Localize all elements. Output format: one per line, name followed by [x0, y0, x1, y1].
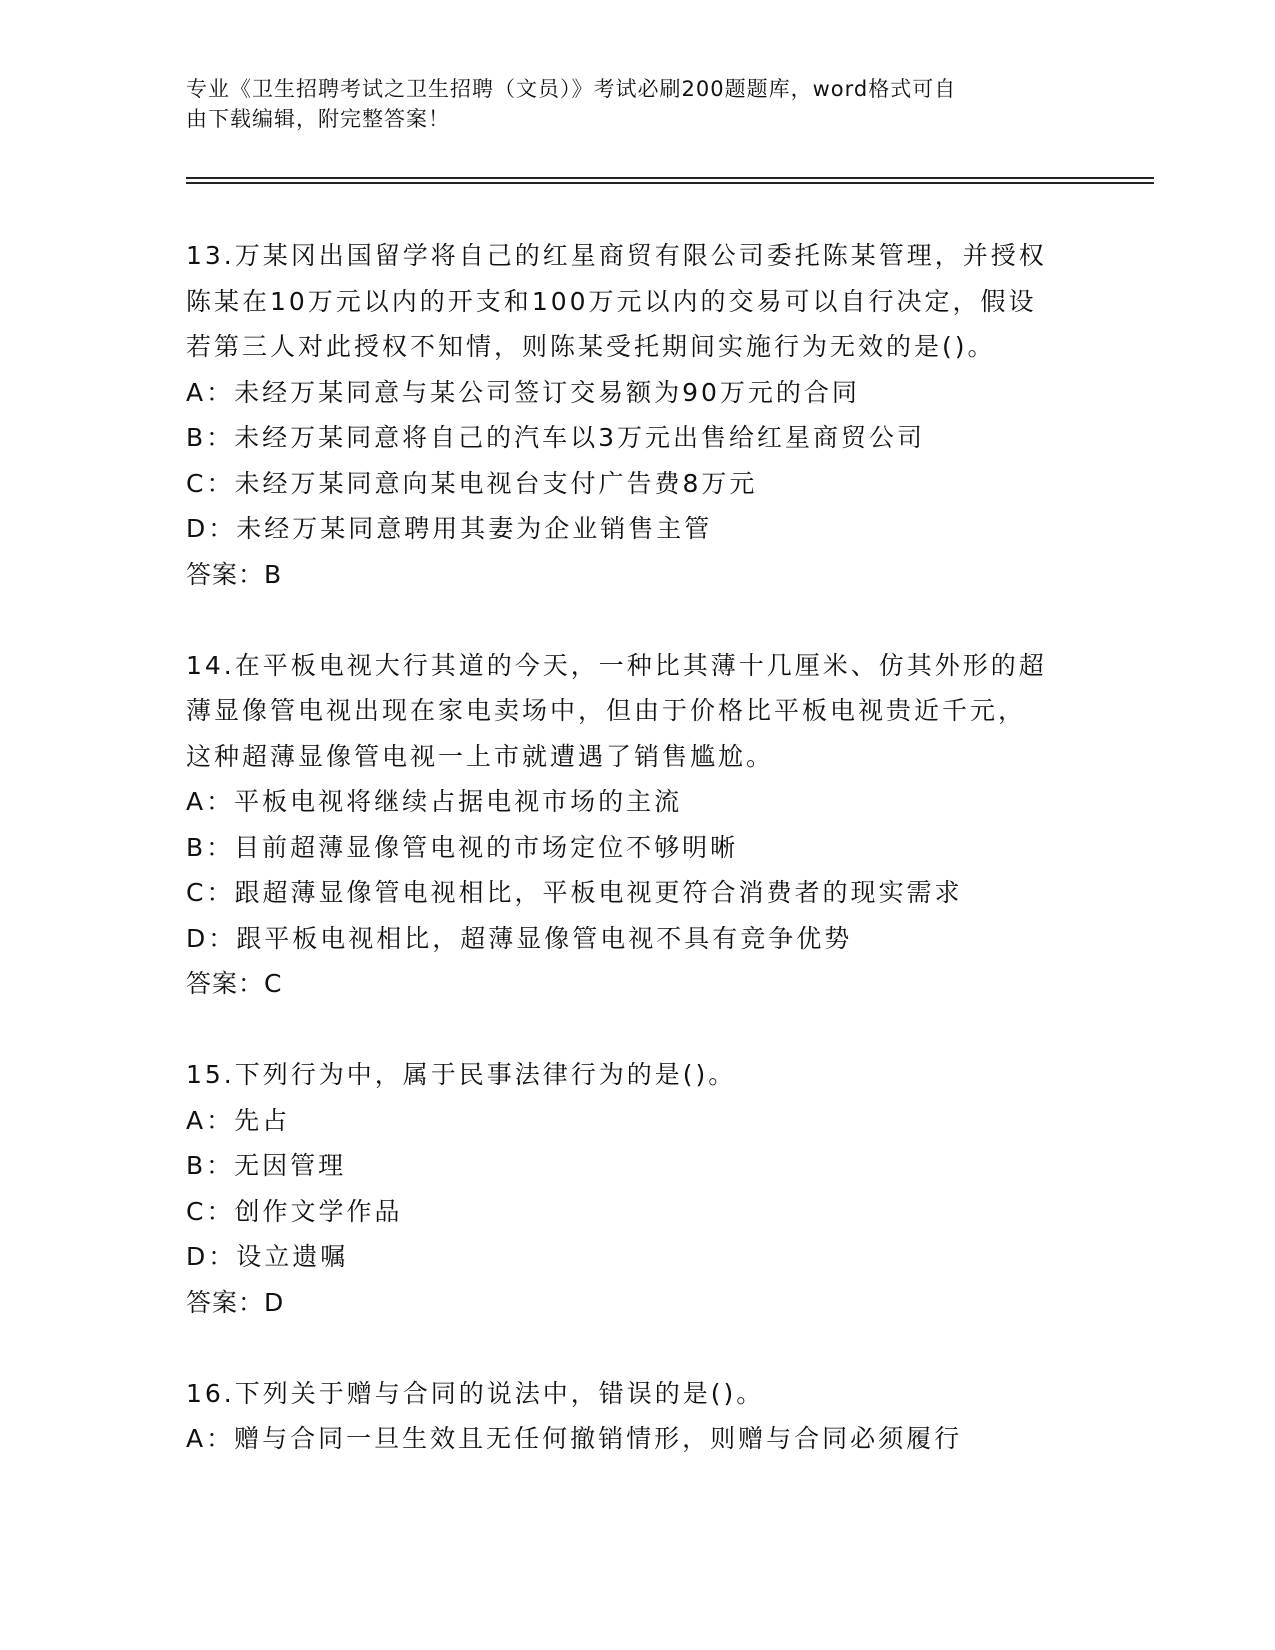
- header-divider-bottom: [186, 182, 1154, 184]
- option-d: D：未经万某同意聘用其妻为企业销售主管: [186, 514, 713, 543]
- question-14: [186, 643, 1086, 1007]
- question-stem-line: 16.下列关于赠与合同的说法中，错误的是()。: [186, 1378, 765, 1408]
- question-list: [186, 233, 1086, 1462]
- option-c: C：创作文学作品: [186, 1196, 403, 1226]
- answer-line: 答案：B: [186, 559, 283, 589]
- option-b: B：无因管理: [186, 1151, 347, 1180]
- question-stem-line: 薄显像管电视出现在家电卖场中，但由于价格比平板电视贵近千元，: [186, 696, 1027, 725]
- header-line-1: 专业《卫生招聘考试之卫生招聘（文员）》考试必刷200题题库，word格式可自: [186, 77, 957, 101]
- option-a: A：未经万某同意与某公司签订交易额为90万元的合同: [186, 377, 860, 407]
- question-stem-line: 14.在平板电视大行其道的今天，一种比其薄十几厘米、仿其外形的超: [186, 650, 1047, 680]
- question-15: [186, 1052, 1086, 1325]
- header-line-2: 由下载编辑，附完整答案！: [186, 107, 450, 131]
- option-b: B：未经万某同意将自己的汽车以3万元出售给红星商贸公司: [186, 423, 926, 452]
- question-stem-line: 这种超薄显像管电视一上市就遭遇了销售尴尬。: [186, 741, 775, 771]
- question-stem-line: 陈某在10万元以内的开支和100万元以内的交易可以自行决定，假设: [186, 286, 1037, 316]
- option-d: D：跟平板电视相比，超薄显像管电视不具有竞争优势: [186, 923, 853, 953]
- question-stem-line: 13.万某冈出国留学将自己的红星商贸有限公司委托陈某管理，并授权: [186, 241, 1047, 270]
- question-stem-line: 若第三人对此授权不知情，则陈某受托期间实施行为无效的是()。: [186, 332, 996, 361]
- question-13: [186, 233, 1086, 597]
- option-c: C：跟超薄显像管电视相比，平板电视更符合消费者的现实需求: [186, 878, 963, 907]
- option-a: A：赠与合同一旦生效且无任何撤销情形，则赠与合同必须履行: [186, 1424, 963, 1453]
- question-spacer: [186, 597, 1086, 643]
- question-spacer: [186, 1325, 1086, 1371]
- option-b: B：目前超薄显像管电视的市场定位不够明晰: [186, 832, 739, 862]
- answer-line: 答案：D: [186, 1287, 285, 1317]
- header-divider-top: [186, 177, 1154, 179]
- option-c: C：未经万某同意向某电视台支付广告费8万元: [186, 468, 758, 498]
- option-a: A：先占: [186, 1105, 291, 1135]
- question-16: [186, 1371, 1086, 1462]
- option-d: D：设立遗嘱: [186, 1242, 349, 1271]
- option-a: A：平板电视将继续占据电视市场的主流: [186, 787, 683, 816]
- question-spacer: [186, 1007, 1086, 1053]
- document-header: [186, 74, 1086, 134]
- answer-line: 答案：C: [186, 969, 283, 998]
- question-stem-line: 15.下列行为中，属于民事法律行为的是()。: [186, 1060, 737, 1089]
